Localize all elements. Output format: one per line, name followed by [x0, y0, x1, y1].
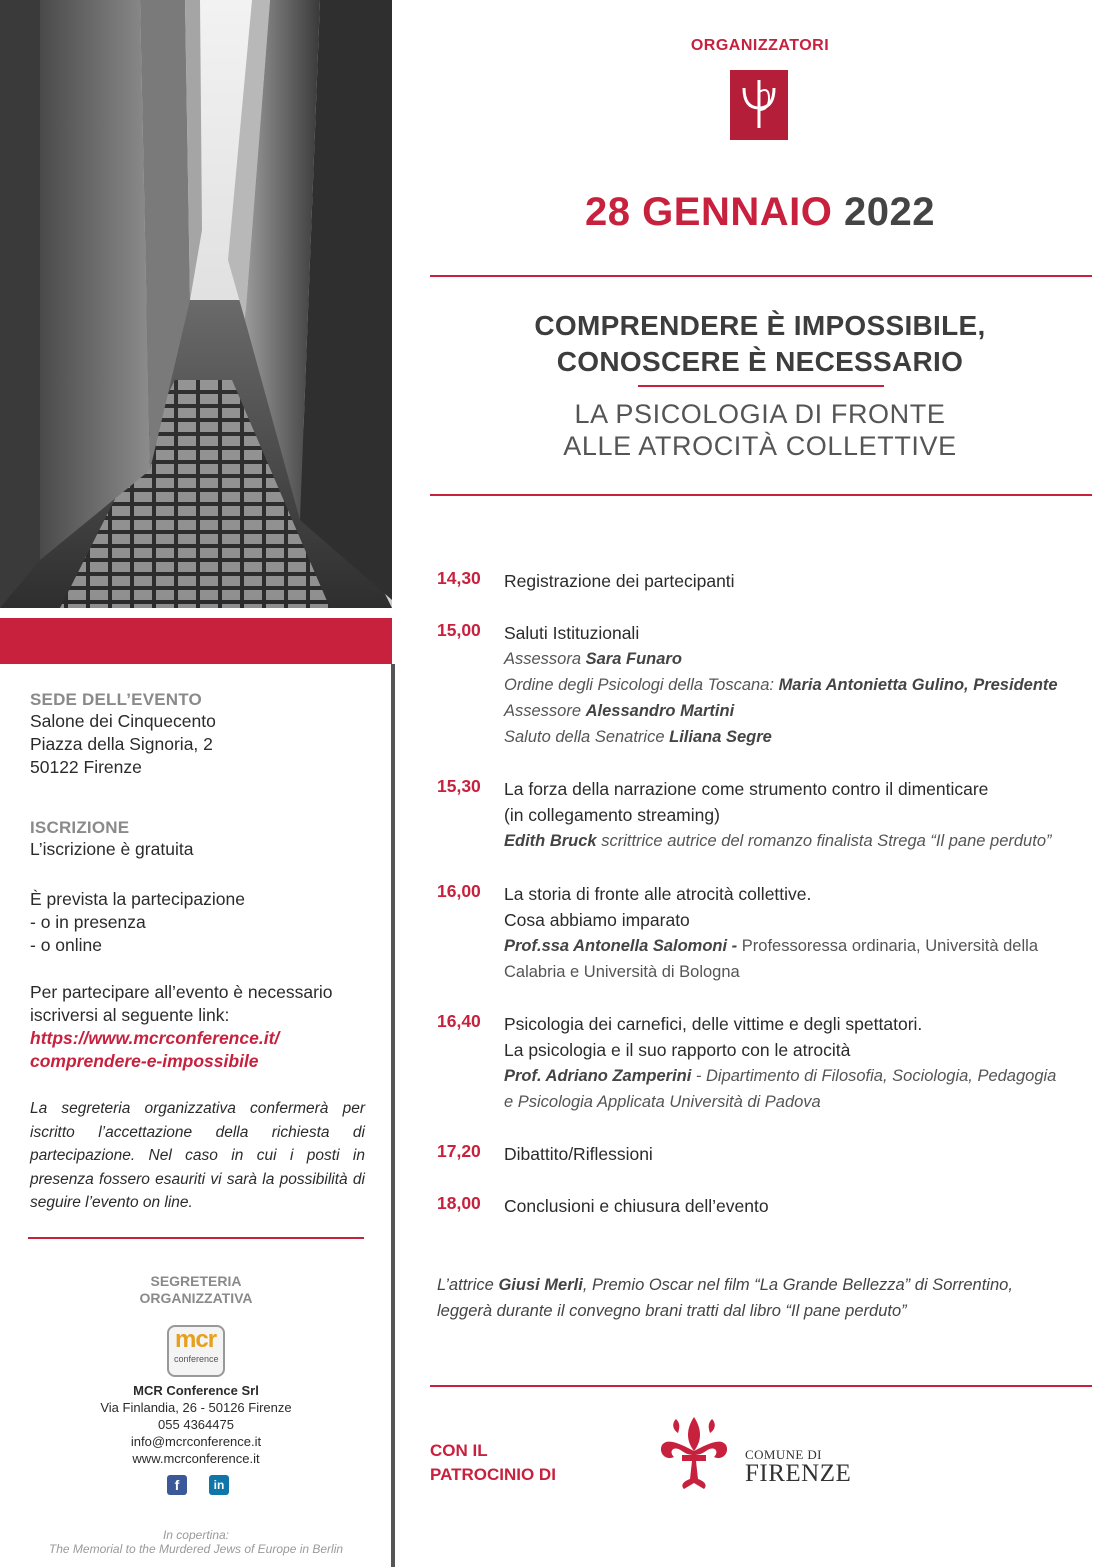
link-intro: iscriversi al seguente link: [30, 1005, 230, 1025]
date-day-month: 28 GENNAIO [585, 190, 833, 234]
speaker-role: Ordine degli Psicologi della Toscana: [504, 676, 779, 694]
memorial-photo-illustration [0, 0, 392, 608]
registration-free: L’iscrizione è gratuita [30, 839, 194, 859]
linkedin-icon[interactable]: in [209, 1475, 229, 1495]
program-title: La psicologia e il suo rapporto con le atrocità [504, 1040, 851, 1060]
registration-link[interactable]: comprendere-e-impossibile [30, 1051, 259, 1071]
participation-line: È prevista la partecipazione [30, 889, 245, 909]
psi-logo [730, 70, 788, 140]
program-speaker [504, 933, 1104, 959]
speaker-desc: Professoressa ordinaria, Università della [737, 937, 1038, 955]
venue-heading: SEDE DELL’EVENTO [30, 690, 202, 709]
speaker-name: Liliana Segre [669, 728, 772, 746]
program-title: Dibattito/Riflessioni [504, 1144, 653, 1164]
note-text: La segreteria organizzativa confermerà per iscritto l’accettazione della richiesta di partecipazione. Nel caso in cui i posti in presenza fossero esauriti vi sarà la possibilità di seguire l’evento on line. [30, 1100, 365, 1211]
actress-name: Giusi Merli [498, 1276, 583, 1294]
organizers-heading: ORGANIZZATORI [690, 37, 830, 54]
facebook-icon[interactable]: f [167, 1475, 187, 1495]
program-speaker [504, 672, 1104, 698]
venue-line: 50122 Firenze [30, 757, 142, 777]
participation-line: - o in presenza [30, 912, 146, 932]
registration-link-block [30, 981, 365, 1073]
company-email[interactable]: info@mcrconference.it [130, 1434, 262, 1449]
program-item [437, 881, 1097, 985]
program-time: 17,20 [437, 1141, 481, 1161]
mcr-logo-subtext: conference [174, 1354, 219, 1364]
company-address: Via Finlandia, 26 - 50126 Firenze [100, 1400, 292, 1415]
cover-caption [0, 1528, 392, 1556]
program-time: 16,40 [437, 1011, 481, 1031]
event-subtitle-line: LA PSICOLOGIA DI FRONTE [574, 399, 946, 429]
company-phone: 055 4364475 [158, 1417, 234, 1432]
cover-caption-text: The Memorial to the Murdered Jews of Europe in Berlin [48, 1542, 344, 1556]
participation-block [30, 888, 365, 957]
venue-block [30, 690, 365, 779]
event-subtitle-line: ALLE ATROCITÀ COLLETTIVE [563, 431, 957, 461]
speaker-desc: scrittrice autrice del romanzo finalista Strega “Il pane perduto” [596, 832, 1052, 850]
program-item [437, 1011, 1097, 1115]
program-title: La forza della narrazione come strumento contro il dimenticare [504, 779, 989, 799]
participation-line: - o online [30, 935, 102, 955]
subtitle-divider [430, 494, 1092, 496]
closing-note [437, 1272, 1092, 1324]
cover-photo [0, 0, 392, 608]
secretariat-note [30, 1097, 365, 1215]
closing-line [437, 1272, 1092, 1298]
speaker-name: Sara Funaro [585, 650, 682, 668]
secretariat-heading [0, 1273, 392, 1307]
program-speaker [504, 646, 1104, 672]
registration-block [30, 818, 365, 861]
speaker-role: Assessora [504, 650, 586, 668]
cover-caption-label: In copertina: [162, 1528, 230, 1542]
patronage-line: PATROCINIO DI [430, 1465, 556, 1484]
program-title: Conclusioni e chiusura dell’evento [504, 1196, 769, 1216]
program-title: Psicologia dei carnefici, delle vittime e degli spettatori. [504, 1014, 923, 1034]
speaker-role: Assessore [504, 702, 586, 720]
event-title [430, 308, 1090, 380]
fleur-de-lis-icon [656, 1415, 732, 1491]
program-title: La storia di fronte alle atrocità collettive. [504, 884, 812, 904]
program-item [437, 620, 1097, 750]
program-time: 16,00 [437, 881, 481, 901]
company-info [0, 1382, 392, 1467]
venue-line: Salone dei Cinquecento [30, 711, 216, 731]
speaker-name: Alessandro Martini [585, 702, 735, 720]
speaker-role: Saluto della Senatrice [504, 728, 670, 746]
registration-link[interactable]: https://www.mcrconference.it/ [30, 1028, 280, 1048]
closing-text: , Premio Oscar nel film “La Grande Bellezza” di Sorrentino, [582, 1276, 1013, 1294]
program-item [437, 1193, 1097, 1219]
program-speaker: Calabria e Università di Bologna [504, 963, 740, 981]
patronage-line: CON IL [430, 1441, 488, 1460]
event-date [430, 190, 1090, 235]
patronage-heading [430, 1439, 556, 1487]
footer-divider [430, 1385, 1092, 1387]
program-speaker [504, 1063, 1104, 1089]
program-item [437, 776, 1097, 854]
program-title: Registrazione dei partecipanti [504, 571, 735, 591]
program-time: 15,00 [437, 620, 481, 640]
program-time: 18,00 [437, 1193, 481, 1213]
program-speaker [504, 698, 1104, 724]
speaker-desc: - Dipartimento di Filosofia, Sociologia, Pedagogia [691, 1067, 1057, 1085]
comune-name: FIRENZE [745, 1460, 852, 1487]
speaker-name: Edith Bruck [504, 832, 597, 850]
program-time: 14,30 [437, 568, 481, 588]
registration-heading: ISCRIZIONE [30, 818, 130, 837]
company-name: MCR Conference Srl [133, 1383, 259, 1398]
venue-line: Piazza della Signoria, 2 [30, 734, 213, 754]
speaker-name: Prof. Adriano Zamperini [504, 1067, 692, 1085]
program-title: (in collegamento streaming) [504, 805, 720, 825]
program-title: Cosa abbiamo imparato [504, 910, 690, 930]
header-divider [430, 275, 1092, 277]
company-website[interactable]: www.mcrconference.it [132, 1451, 260, 1466]
mcr-logo-text: mcr [175, 1326, 217, 1353]
comune-label: COMUNE DI [745, 1447, 822, 1462]
speaker-name: Maria Antonietta Gulino, Presidente [778, 676, 1058, 694]
mcr-logo [167, 1325, 225, 1377]
program-speaker [504, 724, 1104, 750]
program-title: Saluti Istituzionali [504, 623, 640, 643]
secretariat-heading-line: SEGRETERIA [150, 1273, 242, 1289]
event-subtitle [430, 398, 1090, 462]
program-speaker [504, 828, 1104, 854]
speaker-name: Prof.ssa Antonella Salomoni - [504, 937, 738, 955]
program-item [437, 568, 1097, 594]
secretariat-heading-line: ORGANIZZATIVA [139, 1290, 253, 1306]
program-speaker: e Psicologia Applicata Università di Padova [504, 1093, 821, 1111]
psi-icon [730, 70, 788, 140]
event-title-line: CONOSCERE È NECESSARIO [556, 346, 964, 377]
program-time: 15,30 [437, 776, 481, 796]
accent-bar [0, 618, 392, 664]
closing-line: leggerà durante il convegno brani tratti dal libro “Il pane perduto” [437, 1302, 907, 1320]
link-intro: Per partecipare all’evento è necessario [30, 982, 333, 1002]
title-divider [638, 385, 884, 387]
left-divider [28, 1237, 364, 1239]
closing-text: L’attrice [437, 1276, 499, 1294]
program-item [437, 1141, 1097, 1167]
event-title-line: COMPRENDERE È IMPOSSIBILE, [534, 310, 986, 341]
date-year: 2022 [843, 190, 935, 234]
